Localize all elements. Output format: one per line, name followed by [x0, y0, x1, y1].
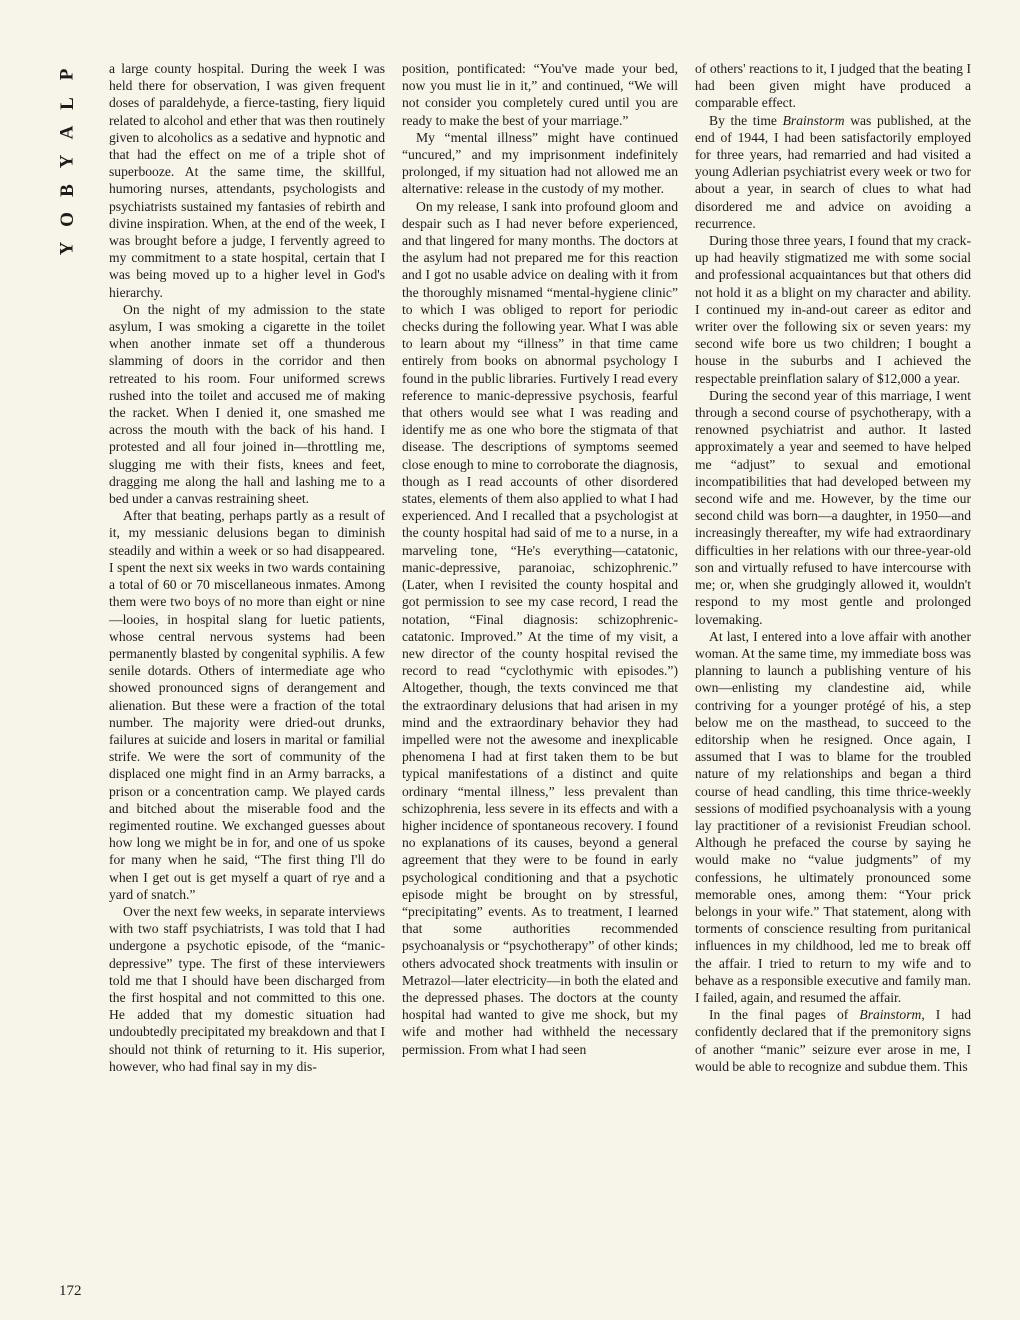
paragraph-text: At last, I entered into a love affair with another woman. At the same time, my immediate boss was planning to launch a publishing venture of his own—enlisting my clandestine aid, while contriving for a younger protégé of his, a step below me on the masthead, to succeed to the editorship when he resigned. Once again, I assumed that I was to blame for the troubled nature of my relationships and began a third course of head candling, this time thrice-weekly sessions of modified psychoanalysis with a young lay practitioner of a revisionist Freudian school. Although he prefaced the course by saying he would make no “value judgments” of my confessions, he ultimately pronounced some memorable ones, among them: “Your prick belongs in your wife.” That statement, along with torments of conscience resulting from puritanical influences in my childhood, led me to break off the affair. I tried to return to my wife and to behave as a responsible executive and family man. I failed, again, and resumed the affair.: [695, 628, 971, 1005]
masthead-letter: A: [56, 125, 78, 140]
paragraph-text: a large county hospital. During the week I was held there for observation, I was given frequent doses of paraldehyde, a fierce-tasting, fiery liquid related to alcohol and ether that was then routinely given to alcoholics as a sedative and hypnotic and that had the effect on me of a triple shot of superbooze. At the same time, the skillful, humoring nurses, attendants, psychologists and psychiatrists sustained my fantasies of rebirth and divine inspiration. When, at the end of the week, I was brought before a judge, I fervently agreed to my commitment to a state hospital, certain that I was being moved up to a higher level in God's hierarchy.: [109, 61, 385, 300]
paragraph-text: of others' reactions to it, I judged that the beating I had been given might have produced a comparable effect.: [695, 61, 971, 111]
paragraph-text: On my release, I sank into profound gloom and despair such as I had never before experienced, and that lingered for many months. The doctors at the asylum had not prepared me for this reaction and I got no usable advice on dealing with it from the thoroughly misnamed “mental-hygiene clinic” to which I was obliged to report for periodic checks during the following year. What I was able to learn about my “illness” in that time came entirely from books on abnormal psychology I found in the public libraries. Furtively I read every reference to manic-depressive psychosis, fearful that others would see what I was reading and identify me as one who bore the stigmata of that disease. The descriptions of symptoms seemed close enough to mine to corroborate the diagnosis, though as I read accounts of other disordered states, elements of them also applied to what I had experienced. And I recalled that a psychologist at the county hospital had said of me to a nurse, in a marveling tone, “He's everything—catatonic, manic-depressive, paranoiac, schizophrenic.” (Later, when I revisited the county hospital and got permission to see my case record, I read the notation, “Final diagnosis: schizophrenic-catatonic. Improved.” At the time of my visit, a new director of the county hospital revised the record to read “cyclothymic with episodes.”) Altogether, though, the texts convinced me that the extraordinary delusions that had arisen in my mind and the extraordinary behavior they had impelled were not the awesome and inexplicable phenomena I had at first taken them to be but typical manifestations of a distinct and quite ordinary “mental illness,” less prevalent than schizophrenia, less severe in its effects and with a higher incidence of spontaneous recovery. I found no explanations of its causes, beyond a general agreement that they were to be found in early psychological conditioning and that a psychotic episode might be brought on by stressful, “precipitating” events. As to treatment, I learned that some authorities recommended psychoanalysis or “psychotherapy” of other kinds; others advocated shock treatments with insulin or Metrazol—later electricity—in both the elated and the depressed phases. The doctors at the county hospital had wanted to give me shock, but my wife and mother had withheld the necessary permission. From what I had seen: [402, 198, 678, 1057]
masthead-letter: O: [56, 212, 78, 227]
paragraph-text: was published, at the end of 1944, I had been satisfactorily employed for three years, had remarried and had visited a young Adlerian psychiatrist every week or two for about a year, in search of clues to what had disordered me and advice on avoiding a recurrence.: [695, 112, 971, 231]
article-paragraph: [695, 60, 971, 112]
paragraph-text: position, pontificated: “You've made your bed, now you must lie in it,” and continued, “We will not consider you completely cured until you are ready to make the best of your marriage.”: [402, 61, 678, 128]
article-paragraph: [695, 628, 971, 1006]
article-paragraph: [109, 301, 385, 507]
article-paragraph: [109, 507, 385, 903]
paragraph-text: By the time: [709, 112, 783, 128]
paragraph-text: , I had confidently declared that if the premonitory signs of another “manic” seizure ever arose in me, I would be able to recognize and subdue them. This: [695, 1007, 971, 1074]
masthead-letter: B: [56, 184, 78, 197]
book-title: Brainstorm: [859, 1007, 922, 1023]
masthead-letter: Y: [56, 241, 78, 256]
paragraph-text: Over the next few weeks, in separate interviews with two staff psychiatrists, I was told that I had undergone a psychotic episode, of the “manic-depressive” type. The first of these interviewers told me that I should have been discharged from the first hospital and not committed to this one. He added that my domestic situation had undoubtedly precipitated my breakdown and that I should not think of returning to it. His superior, however, who had final say in my dis-: [109, 903, 385, 1074]
article-paragraph: [402, 198, 678, 1058]
article-paragraph: [402, 129, 678, 198]
page-number: 172: [59, 1283, 82, 1299]
article-paragraph: [109, 903, 385, 1075]
paragraph-text: In the final pages of: [709, 1007, 860, 1023]
paragraph-text: After that beating, perhaps partly as a result of it, my messianic delusions began to diminish steadily and within a week or so had disappeared. I spent the next six weeks in two wards containing a total of 60 or 70 miscellaneous inmates. Among them were two boys of no more than eight or nine—looies, in hospital slang for luetic patients, whose central nervous systems had been permanently blasted by congenital syphilis. A few senile dotards. Others of intermediate age who showed pronounced signs of derangement and alienation. But these were a fraction of the total number. The majority were dried-out drunks, failures at suicide and losers in marital or familial strife. We were the sort of community of the displaced one might find in an Army barracks, a prison or a concentration camp. We played cards and bitched about the miserable food and the regimented routine. We exchanged guesses about how long we might be in for, and one of us spoke for many when he said, “The first thing I'll do when I get out is get myself a quart of rye and a yard of snatch.”: [109, 508, 385, 902]
paragraph-text: During those three years, I found that my crack-up had heavily stigmatized me with some social and professional acquaintances but that others did not hold it as a blight on my character and ability. I continued my in-and-out career as editor and writer over the following six or seven years: my second wife bore us two children; I bought a house in the suburbs and I achieved the respectable preinflation salary of $12,000 a year.: [695, 233, 971, 386]
article-column-2: [402, 60, 678, 1058]
article-column-3: [695, 60, 971, 1075]
paragraph-text: During the second year of this marriage, I went through a second course of psychotherapy, with a renowned psychiatrist and author. It lasted approximately a year and seemed to have helped me “adjust” to sexual and emotional incompatibilities that had developed between my second wife and me. However, by the time our second child was born—a daughter, in 1950—and increasingly thereafter, my wife had extraordinary difficulties in her relations with our three-year-old son and virtually refused to have intercourse with me; or, when she grudgingly allowed it, wouldn't respond to my most gentle and prolonged lovemaking.: [695, 387, 971, 627]
article-paragraph: [695, 1006, 971, 1075]
article-paragraph: [109, 60, 385, 301]
paragraph-text: My “mental illness” might have continued “uncured,” and my imprisonment indefinitely prolonged, if my situation had not allowed me an alternative: release in the custody of my mother.: [402, 129, 678, 197]
book-title: Brainstorm: [782, 112, 845, 128]
masthead-letter: P: [56, 68, 78, 81]
article-paragraph: [695, 387, 971, 628]
masthead-letter: L: [56, 97, 78, 110]
article-column-1: [109, 60, 385, 1075]
masthead-letter: Y: [56, 154, 78, 169]
article-paragraph: [695, 112, 971, 232]
masthead: [54, 60, 80, 263]
paragraph-text: On the night of my admission to the state asylum, I was smoking a cigarette in the toilet when another inmate set off a thunderous slamming of doors in the corridor and then retreated to his room. Four uniformed screws rushed into the toilet and accused me of making the racket. When I denied it, one smashed me across the mouth with the back of his hand. I protested and all four joined in—throttling me, slugging me with their fists, knees and feet, dragging me along the hall and lashing me to a bed under a canvas restraining sheet.: [109, 301, 385, 507]
article-paragraph: [402, 60, 678, 129]
article-paragraph: [695, 232, 971, 387]
